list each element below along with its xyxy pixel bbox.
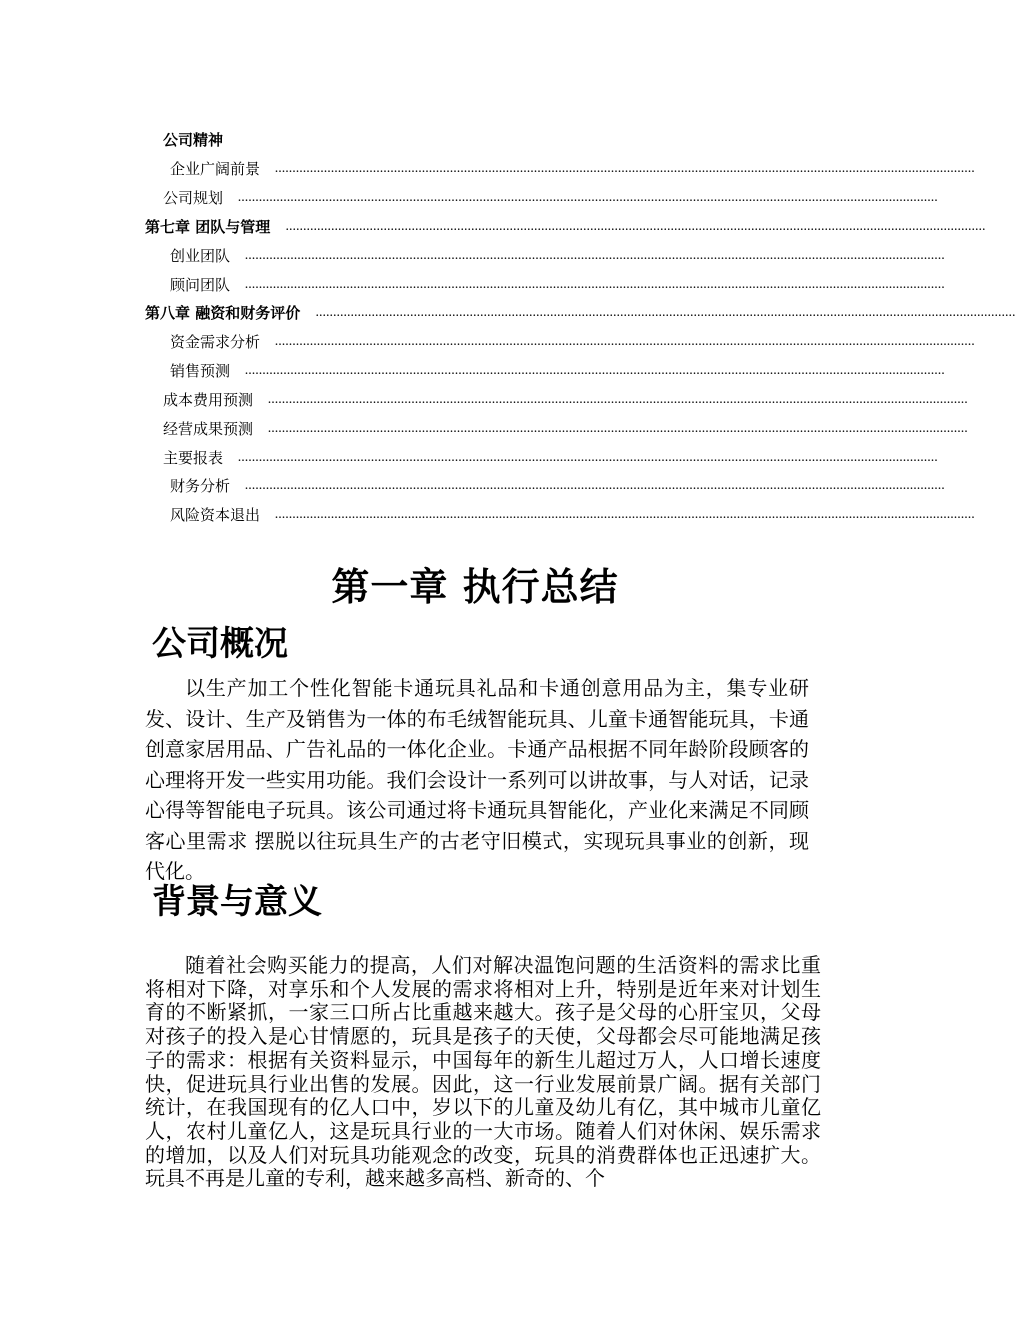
toc-leader: ........................................................................................................................................................................................................: [274, 334, 975, 349]
toc-entry-label: 主要报表: [163, 449, 224, 467]
toc-chapter[interactable]: [145, 215, 986, 239]
toc-entry[interactable]: [163, 417, 968, 441]
toc-entry-label: 资金需求分析: [170, 333, 261, 351]
toc-entry-label: 风险资本退出: [170, 506, 261, 524]
toc-leader: ........................................................................................................................................................................................................: [315, 305, 1015, 320]
toc-leader: ........................................................................................................................................................................................................: [237, 190, 938, 205]
section-heading: 公司概况: [152, 624, 288, 664]
toc-leader: ........................................................................................................................................................................................................: [237, 450, 938, 465]
toc-leader: ........................................................................................................................................................................................................: [244, 363, 945, 378]
toc-entry[interactable]: [163, 186, 938, 210]
toc-entry-label: 财务分析: [170, 477, 231, 495]
toc-entry-label: 第八章 融资和财务评价: [145, 304, 301, 322]
toc-leader: ........................................................................................................................................................................................................: [274, 161, 975, 176]
toc-entry-label: 企业广阔前景: [170, 160, 261, 178]
toc-leader: ........................................................................................................................................................................................................: [244, 248, 945, 263]
toc-entry-label: 公司精神: [163, 131, 224, 149]
section-paragraph: 随着社会购买能力的提高，人们对解决温饱问题的生活资料的需求比重将相对下降，对享乐和个人发展的需求将相对上升，特别是近年来对计划生育的不断紧抓，一家三口所占比重越来越大。孩子是父母的心肝宝贝，父母对孩子的投入是心甘情愿的，玩具是孩子的天使，父母都会尽可能地满足孩子的需求：根据有关资料显示，中国每年的新生儿超过万人，人口增长速度快，促进玩具行业出售的发展。因此，这一行业发展前景广阔。据有关部门统计，在我国现有的亿人口中，岁以下的儿童及幼儿有亿，其中城市儿童亿人，农村儿童亿人，这是玩具行业的一大市场。随着人们对休闲、娱乐需求的增加，以及人们对玩具功能观念的改变，玩具的消费群体也正迅速扩大。玩具不再是儿童的专利，越来越多高档、新奇的、个: [145, 953, 821, 1191]
toc-entry-label: 经营成果预测: [163, 420, 254, 438]
toc-leader: ........................................................................................................................................................................................................: [244, 277, 945, 292]
toc-entry-label: 销售预测: [170, 362, 231, 380]
toc-leader: ........................................................................................................................................................................................................: [267, 421, 968, 436]
toc-entry-label: 顾问团队: [170, 276, 231, 294]
toc-entry[interactable]: [170, 244, 945, 268]
toc-leader: ........................................................................................................................................................................................................: [267, 392, 968, 407]
toc-entry-label: 创业团队: [170, 247, 231, 265]
toc-entry[interactable]: [170, 157, 975, 181]
toc-entry[interactable]: [170, 503, 975, 527]
toc-entry[interactable]: [163, 446, 938, 470]
toc-entry[interactable]: [170, 330, 975, 354]
toc-leader: ........................................................................................................................................................................................................: [285, 219, 986, 234]
section-paragraph: 以生产加工个性化智能卡通玩具礼品和卡通创意用品为主，集专业研发、设计、生产及销售为一体的布毛绒智能玩具、儿童卡通智能玩具，卡通创意家居用品、广告礼品的一体化企业。卡通产品根据不同年龄阶段顾客的心理将开发一些实用功能。我们会设计一系列可以讲故事，与人对话，记录心得等智能电子玩具。该公司通过将卡通玩具智能化，产业化来满足不同顾客心里需求 摆脱以往玩具生产的古老守旧模式，实现玩具事业的创新，现代化。: [145, 676, 809, 883]
toc-entry[interactable]: [170, 273, 945, 297]
toc-entry-label: 成本费用预测: [163, 391, 254, 409]
toc-leader: ........................................................................................................................................................................................................: [244, 478, 945, 493]
toc-entry[interactable]: [163, 388, 968, 412]
section-heading: 背景与意义: [152, 882, 322, 922]
toc-entry-label: 第七章 团队与管理: [145, 218, 271, 236]
toc-entry[interactable]: [170, 474, 945, 498]
toc-entry[interactable]: [163, 128, 223, 152]
toc-chapter[interactable]: [145, 301, 1015, 325]
toc-entry[interactable]: [170, 359, 945, 383]
chapter-title: 第一章 执行总结: [331, 565, 619, 609]
toc-entry-label: 公司规划: [163, 189, 224, 207]
toc-leader: ........................................................................................................................................................................................................: [274, 507, 975, 522]
